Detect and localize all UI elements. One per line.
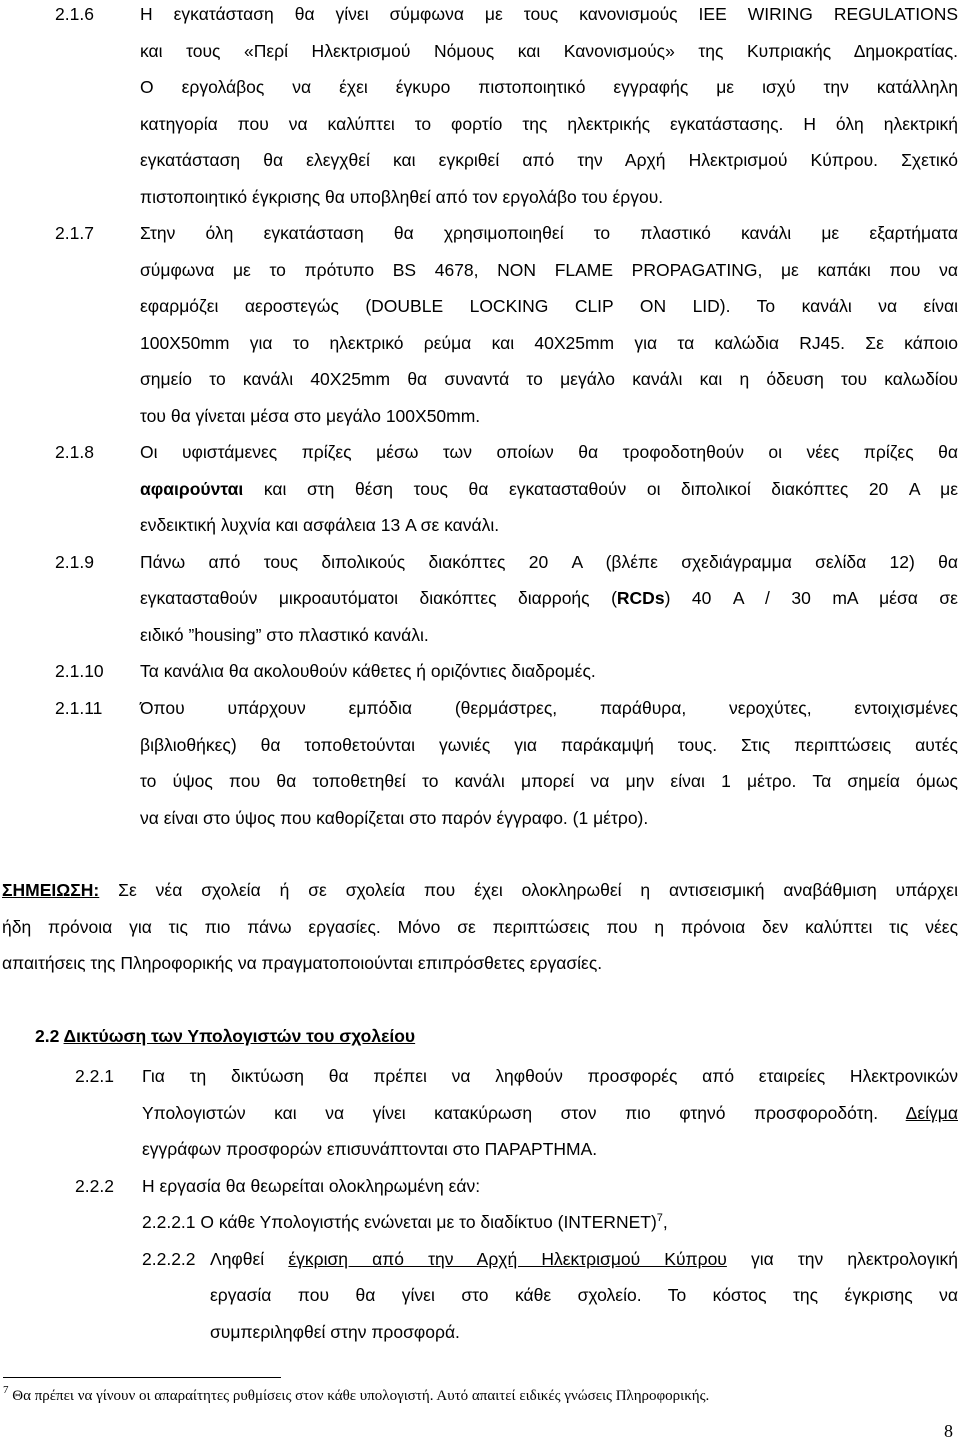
subsection-post: για την ηλεκτρολογική xyxy=(726,1249,959,1269)
section-number: 2.2.2 xyxy=(75,1176,114,1196)
section-line: Τα κανάλια θα ακολουθούν κάθετες ή οριζόντιες διαδρομές. xyxy=(140,661,596,681)
section-line xyxy=(140,588,958,609)
bold-word: RCDs xyxy=(616,588,665,608)
section-line: Η εργασία θα θεωρείται ολοκληρωμένη εάν: xyxy=(142,1176,481,1196)
section-line: σημείο το κανάλι 40X25mm θα συναντά το μεγάλο κανάλι και η όδευση του καλωδίου xyxy=(140,369,958,389)
section-number: 2.1.10 xyxy=(55,661,104,681)
section-number: 2.2.1 xyxy=(75,1066,114,1086)
subsection-number: 2.2.2.1 xyxy=(142,1212,196,1232)
section-line: πιστοποιητικό έγκρισης θα υποβληθεί από τον εργολάβο του έργου. xyxy=(140,187,664,207)
section-number: 2.1.8 xyxy=(55,442,94,462)
subsection-line: εργασία που θα γίνει στο κάθε σχολείο. Το κόστος της έγκρισης να xyxy=(210,1285,958,1305)
section-line: εφαρμόζει αεροστεγώς (DOUBLE LOCKING CLIP ON LID). Το κανάλι να είναι xyxy=(140,296,958,316)
subsection-line xyxy=(142,1212,668,1233)
section-line: σύμφωνα με το πρότυπο BS 4678, NON FLAME PROPAGATING, με καπάκι που να xyxy=(140,260,958,280)
section-number: 2.1.11 xyxy=(55,698,103,718)
section-line: 100X50mm για το ηλεκτρικό ρεύμα και 40X25mm για τα καλώδια RJ45. Σε κάποιο xyxy=(140,333,958,353)
section-number: 2.1.9 xyxy=(55,552,94,572)
heading-number: 2.2 xyxy=(35,1026,60,1046)
subsection-number: 2.2.2.2 xyxy=(142,1249,196,1269)
section-line xyxy=(142,1103,958,1124)
subsection-line xyxy=(210,1249,958,1270)
section-line: εγγράφων προσφορών επισυνάπτονται στο ΠΑΡΑΡΤΗΜΑ. xyxy=(142,1139,598,1159)
section-number: 2.1.7 xyxy=(55,223,94,243)
underlined-phrase: έγκριση από την Αρχή Ηλεκτρισμού Κύπρου xyxy=(288,1249,727,1269)
footnote-separator xyxy=(3,1377,281,1378)
section-line: ενδεικτική λυχνία και ασφάλεια 13 A σε κανάλι. xyxy=(140,515,500,535)
section-line: κατηγορία που να καλύπτει το φορτίο της ηλεκτρικής εγκατάστασης. Η όλη ηλεκτρική xyxy=(140,114,958,134)
heading-title: Δικτύωση των Υπολογιστών του σχολείου xyxy=(63,1026,416,1046)
section-line: Ο εργολάβος να έχει έγκυρο πιστοποιητικό εγγραφής με ισχύ την κατάλληλη xyxy=(140,77,958,97)
page-number: 8 xyxy=(944,1421,953,1441)
section-line: Πάνω από τους διπολικούς διακόπτες 20 A (βλέπε σχεδιάγραμμα σελίδα 12) θα xyxy=(140,552,958,572)
section-line: Όπου υπάρχουν εμπόδια (θερμάστρες, παράθυρα, νεροχύτες, εντοιχισμένες xyxy=(140,698,958,718)
section-line: Για τη δικτύωση θα πρέπει να ληφθούν προσφορές από εταιρείες Ηλεκτρονικών xyxy=(142,1066,958,1086)
note-line: ήδη πρόνοια για τις πιο πάνω εργασίες. Μόνο σε περιπτώσεις που η πρόνοια δεν καλύπτει τις νέες xyxy=(2,917,958,937)
note-text: Σε νέα σχολεία ή σε σχολεία που έχει ολοκληρωθεί η αντισεισμική αναβάθμιση υπάρχει xyxy=(99,880,958,900)
section-line-post: ) 40 A / 30 mA μέσα σε xyxy=(664,588,958,608)
section-line-rest: και στη θέση τους θα εγκατασταθούν οι διπολικοί διακόπτες 20 A με xyxy=(243,479,958,499)
section-heading xyxy=(35,1026,415,1047)
section-line: Οι υφιστάμενες πρίζες μέσω των οποίων θα τροφοδοτηθούν οι νέες πρίζες θα xyxy=(140,442,958,462)
section-line: βιβλιοθήκες) θα τοποθετούνται γωνιές για παράκαμψή τους. Στις περιπτώσεις αυτές xyxy=(140,735,958,755)
section-line-pre: Υπολογιστών και να γίνει κατακύρωση στον πιο φτηνό προσφοροδότη. xyxy=(142,1103,906,1123)
section-line: ειδικό ”housing” στο πλαστικό κανάλι. xyxy=(140,625,429,645)
note-line: απαιτήσεις της Πληροφορικής να πραγματοποιούνται επιπρόσθετες εργασίες. xyxy=(2,953,603,973)
subsection-line: συμπεριληφθεί στην προσφορά. xyxy=(210,1322,460,1342)
section-number: 2.1.6 xyxy=(55,4,94,24)
note-line xyxy=(2,880,958,901)
section-line: Η εγκατάσταση θα γίνει σύμφωνα με τους κανονισμούς IEE WIRING REGULATIONS xyxy=(140,4,958,24)
section-line: και τους «Περί Ηλεκτρισμού Νόμους και Κανονισμούς» της Κυπριακής Δημοκρατίας. xyxy=(140,41,958,61)
section-line xyxy=(140,479,958,500)
section-line: Στην όλη εγκατάσταση θα χρησιμοποιηθεί το πλαστικό κανάλι με εξαρτήματα xyxy=(140,223,958,243)
footnote xyxy=(3,1384,710,1405)
subsection-pre: Ληφθεί xyxy=(210,1249,289,1269)
footnote-text: Θα πρέπει να γίνουν οι απαραίτητες ρυθμίσεις στον κάθε υπολογιστή. Αυτό απαιτεί ειδικές γνώσεις Πληροφορικής. xyxy=(8,1388,710,1404)
subsection-text: Ο κάθε Υπολογιστής ενώνεται με το διαδίκτυο (INTERNET) xyxy=(200,1212,657,1232)
section-line: το ύψος που θα τοποθετηθεί το κανάλι μπορεί να μην είναι 1 μέτρο. Τα σημεία όμως xyxy=(140,771,958,791)
section-line: να είναι στο ύψος που καθορίζεται στο παρόν έγγραφο. (1 μέτρο). xyxy=(140,808,649,828)
note-label: ΣΗΜΕΙΩΣΗ: xyxy=(2,880,100,900)
bold-word: αφαιρούνται xyxy=(140,479,244,499)
underlined-word: Δείγμα xyxy=(905,1103,958,1123)
section-line: του θα γίνεται μέσα στο μεγάλο 100X50mm. xyxy=(140,406,481,426)
footnote-ref[interactable]: 7 xyxy=(656,1212,663,1224)
subsection-tail: , xyxy=(662,1212,668,1232)
section-line-pre: εγκατασταθούν μικροαυτόματοι διακόπτες διαρροής ( xyxy=(140,588,617,608)
footnote-mark: 7 xyxy=(3,1384,9,1396)
section-line: εγκατάσταση θα ελεγχθεί και εγκριθεί από την Αρχή Ηλεκτρισμού Κύπρου. Σχετικό xyxy=(140,150,958,170)
